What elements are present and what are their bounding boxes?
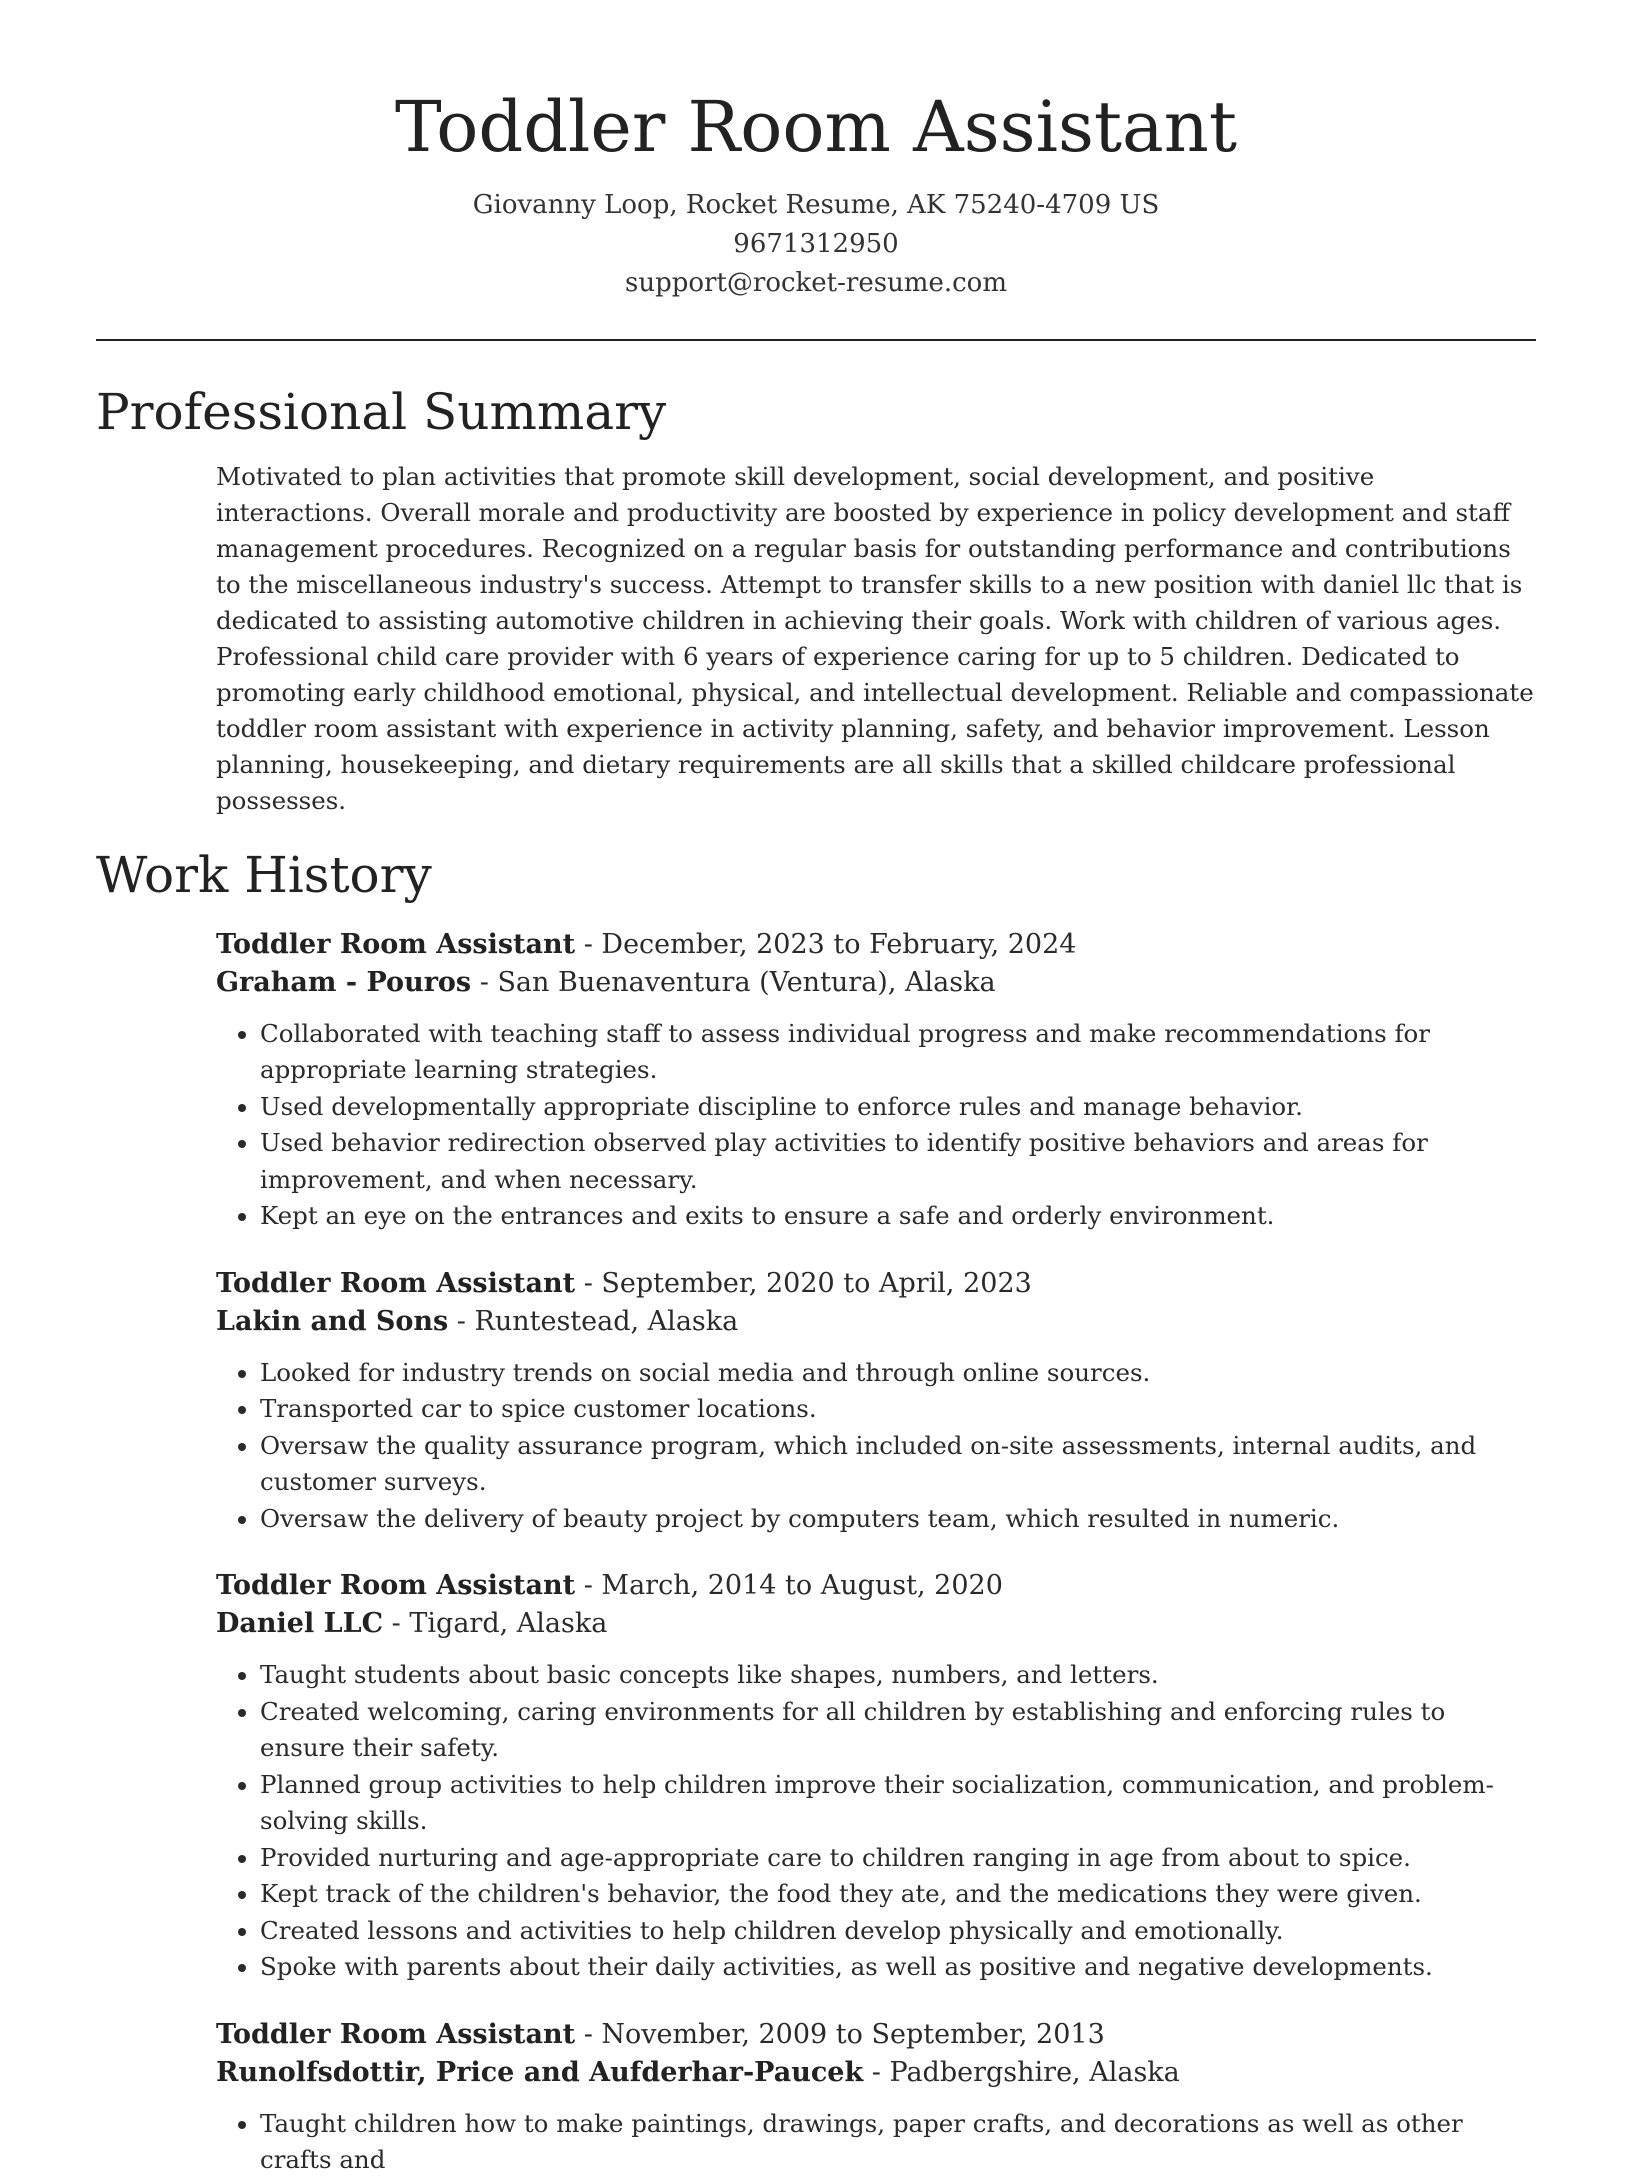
- job-bullet: • Created lessons and activities to help children develop physically and emotionally.: [260, 1913, 1536, 1950]
- job-role: Toddler Room Assistant: [216, 1570, 576, 1601]
- job-separator: -: [448, 1305, 475, 1337]
- job-bullet: • Created welcoming, caring environments for all children by establishing and enforcing rules to ensure their safety.: [260, 1694, 1536, 1767]
- job-bullet: • Oversaw the delivery of beauty project by computers team, which resulted in numeric.: [260, 1501, 1536, 1538]
- job-separator: -: [575, 2018, 602, 2050]
- job-bullet-list: [216, 1657, 1536, 1986]
- job-title-line: [216, 926, 1536, 964]
- job-company-line: [216, 1303, 1536, 1341]
- job-company: Graham - Pouros: [216, 966, 472, 998]
- job-bullet: • Kept an eye on the entrances and exits to ensure a safe and orderly environment.: [260, 1198, 1536, 1235]
- job-separator: -: [471, 966, 498, 998]
- job-location: Tigard, Alaska: [409, 1608, 608, 1639]
- job-bullet: • Used developmentally appropriate discipline to enforce rules and manage behavior.: [260, 1089, 1536, 1126]
- contact-address: Giovanny Loop, Rocket Resume, AK 75240-4709 US: [472, 190, 1160, 220]
- job-company-line: [216, 1605, 1536, 1643]
- job-title-line: [216, 1265, 1536, 1303]
- job-separator: -: [575, 928, 602, 960]
- job-bullet: • Taught students about basic concepts like shapes, numbers, and letters.: [260, 1657, 1536, 1694]
- job-entry: [216, 2016, 1536, 2179]
- job-separator: -: [575, 1267, 602, 1299]
- job-entry: [216, 1567, 1536, 1986]
- job-company: Lakin and Sons: [216, 1305, 449, 1337]
- work-history-section: [96, 844, 1536, 2179]
- job-entry: [216, 926, 1536, 1235]
- job-bullet: • Transported car to spice customer locations.: [260, 1391, 1536, 1428]
- contact-email: support@rocket-resume.com: [624, 268, 1007, 298]
- job-separator: -: [383, 1608, 410, 1639]
- job-bullet: • Used behavior redirection observed play activities to identify positive behaviors and areas for improvement, and when necessary.: [260, 1125, 1536, 1198]
- resume-title: Toddler Room Assistant: [395, 86, 1237, 168]
- contact-phone: 9671312950: [733, 229, 899, 259]
- job-bullet: • Oversaw the quality assurance program, which included on-site assessments, internal audits, and customer surveys.: [260, 1428, 1536, 1501]
- job-dates: September, 2020 to April, 2023: [601, 1267, 1032, 1299]
- job-bullet: • Collaborated with teaching staff to assess individual progress and make recommendations for appropriate learning strategies.: [260, 1016, 1536, 1089]
- job-role: Toddler Room Assistant: [216, 928, 576, 960]
- job-role: Toddler Room Assistant: [216, 1267, 576, 1299]
- resume-page: [96, 0, 1536, 2179]
- job-bullet: • Provided nurturing and age-appropriate care to children ranging in age from about to spice.: [260, 1840, 1536, 1877]
- professional-summary-section: [96, 381, 1536, 819]
- job-bullet: • Kept track of the children's behavior, the food they ate, and the medications they were given.: [260, 1876, 1536, 1913]
- job-bullet: • Spoke with parents about their daily activities, as well as positive and negative developments.: [260, 1949, 1536, 1986]
- job-entry: [216, 1265, 1536, 1538]
- header-divider: [96, 339, 1536, 341]
- job-bullet-list: [216, 1016, 1536, 1235]
- job-dates: December, 2023 to February, 2024: [601, 928, 1077, 960]
- job-title-line: [216, 2016, 1536, 2054]
- job-bullet: • Planned group activities to help children improve their socialization, communication, and problem-solving skills.: [260, 1767, 1536, 1840]
- job-company: Runolfsdottir, Price and Aufderhar-Paucek: [216, 2056, 864, 2088]
- job-title-line: [216, 1567, 1536, 1605]
- work-history-heading: Work History: [96, 845, 432, 904]
- professional-summary-text: Motivated to plan activities that promote skill development, social development, and positive interactions. Overall morale and productivity are boosted by experience in policy development and staff management procedures. Recognized on a regular basis for outstanding performance and contributions to the miscellaneous industry's success. Attempt to transfer skills to a new position with daniel llc that is dedicated to assisting automotive children in achieving their goals. Work with children of various ages. Professional child care provider with 6 years of experience caring for up to 5 children. Dedicated to promoting early childhood emotional, physical, and intellectual development. Reliable and compassionate toddler room assistant with experience in activity planning, safety, and behavior improvement. Lesson planning, housekeeping, and dietary requirements are all skills that a skilled childcare professional possesses.: [216, 462, 1534, 815]
- job-location: Runtestead, Alaska: [474, 1305, 739, 1337]
- resume-header: [96, 0, 1536, 303]
- job-bullet-list: [216, 1355, 1536, 1538]
- job-company-line: [216, 2054, 1536, 2092]
- job-separator: -: [575, 1570, 602, 1601]
- job-company-line: [216, 964, 1536, 1002]
- job-role: Toddler Room Assistant: [216, 2018, 576, 2050]
- job-bullet: • Taught children how to make paintings, drawings, paper crafts, and decorations as well as other crafts and: [260, 2106, 1536, 2179]
- job-bullet-list: [216, 2106, 1536, 2179]
- job-company: Daniel LLC: [216, 1608, 384, 1639]
- job-dates: March, 2014 to August, 2020: [601, 1570, 1003, 1601]
- job-dates: November, 2009 to September, 2013: [601, 2018, 1105, 2050]
- professional-summary-heading: Professional Summary: [96, 383, 667, 441]
- job-location: Padbergshire, Alaska: [889, 2056, 1180, 2088]
- job-separator: -: [863, 2056, 890, 2088]
- job-bullet: • Looked for industry trends on social media and through online sources.: [260, 1355, 1536, 1392]
- job-location: San Buenaventura (Ventura), Alaska: [497, 966, 996, 998]
